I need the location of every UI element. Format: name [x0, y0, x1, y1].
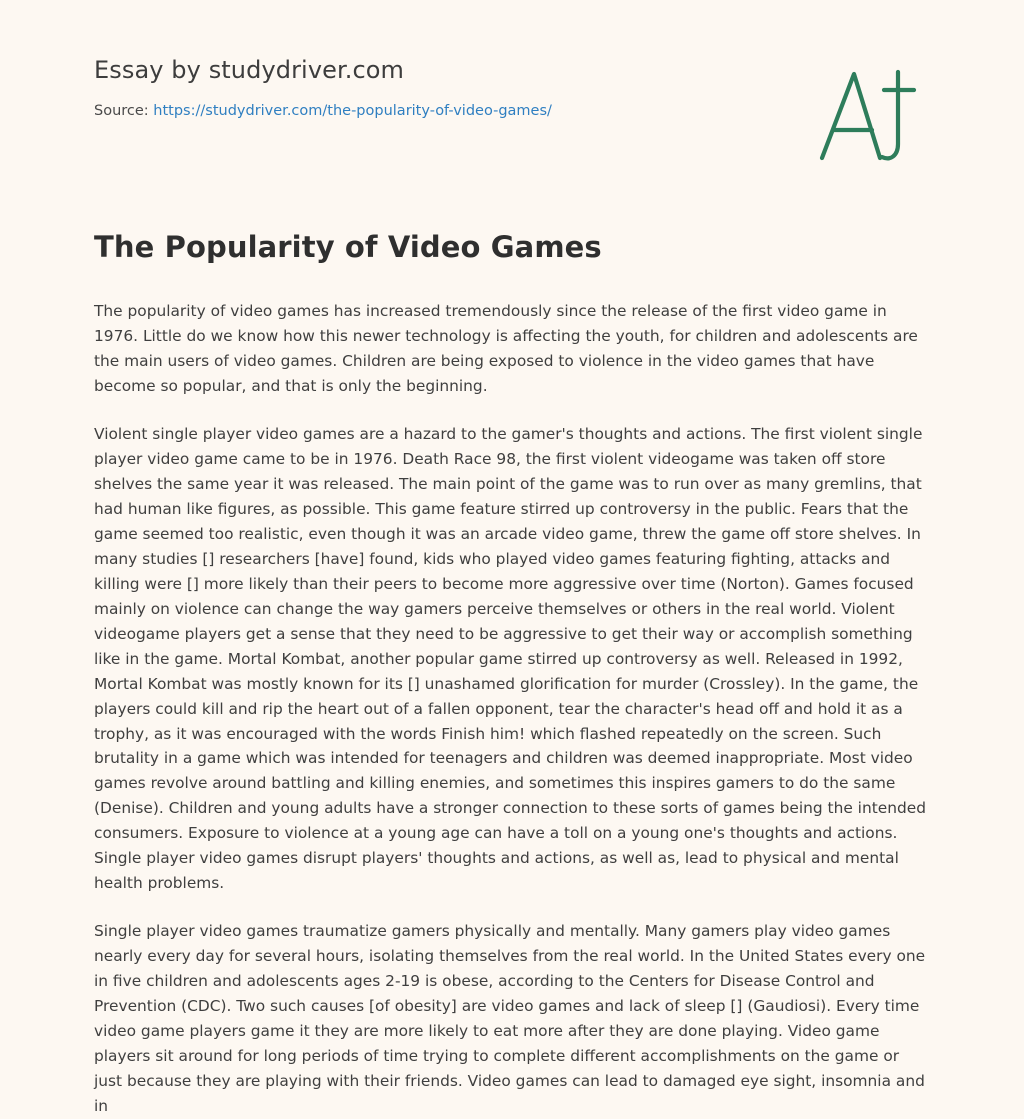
document-header: [94, 0, 930, 119]
source-line: [94, 103, 930, 119]
paragraph: Violent single player video games are a hazard to the gamer's thoughts and actions. The first violent single player video game came to be in 1976. Death Race 98, the first violent videogame was taken off store shelves the same year it was released. The main point of the game was to run over as many gremlins, that had human like figures, as possible. This game feature stirred up controversy in the public. Fears that the game seemed too realistic, even though it was an arcade video game, threw the game off store shelves. In many studies [] researchers [have] found, kids who played video games featuring fighting, attacks and killing were [] more likely than their peers to become more aggressive over time (Norton). Games focused mainly on violence can change the way gamers perceive themselves or others in the real world. Violent videogame players get a sense that they need to be aggressive to get their way or accomplish something like in the game. Mortal Kombat, another popular game stirred up controversy as well. Released in 1992, Mortal Kombat was mostly known for its [] unashamed glorification for murder (Crossley). In the game, the players could kill and rip the heart out of a fallen opponent, tear the character's head off and hold it as a trophy, as it was encouraged with the words Finish him! which flashed repeatedly on the screen. Such brutality in a game which was intended for teenagers and children was deemed inappropriate. Most video games revolve around battling and killing enemies, and sometimes this inspires gamers to do the same (Denise). Children and young adults have a stronger connection to these sorts of games being the intended consumers. Exposure to violence at a young age can have a toll on a young one's thoughts and actions. Single player video games disrupt players' thoughts and actions, as well as, lead to physical and mental health problems.: [94, 425, 926, 893]
document-body: [94, 299, 930, 1119]
source-label: Source:: [94, 103, 154, 119]
page-title: The Popularity of Video Games: [94, 230, 602, 264]
studydriver-a-logo: [810, 60, 930, 170]
brand-name: studydriver.com: [208, 56, 405, 84]
source-link[interactable]: https://studydriver.com/the-popularity-of-video-games/: [153, 103, 552, 119]
essay-byline: [94, 56, 930, 84]
paragraph: The popularity of video games has increased tremendously since the release of the first video game in 1976. Little do we know how this newer technology is affecting the youth, for children and adolescents are the main users of video games. Children are being exposed to violence in the video games that have become so popular, and that is only the beginning.: [94, 302, 918, 396]
essay-by-prefix: Essay by: [94, 56, 209, 84]
paragraph: Single player video games traumatize gamers physically and mentally. Many gamers play video games nearly every day for several hours, isolating themselves from the real world. In the United States every one in five children and adolescents ages 2-19 is obese, according to the Centers for Disease Control and Prevention (CDC). Two such causes [of obesity] are video games and lack of sleep [] (Gaudiosi). Every time video game players game it they are more likely to eat more after they are done playing. Video game players sit around for long periods of time trying to complete different accomplishments on the game or just because they are playing with their friends. Video games can lead to damaged eye sight, insomnia and in: [94, 922, 926, 1115]
